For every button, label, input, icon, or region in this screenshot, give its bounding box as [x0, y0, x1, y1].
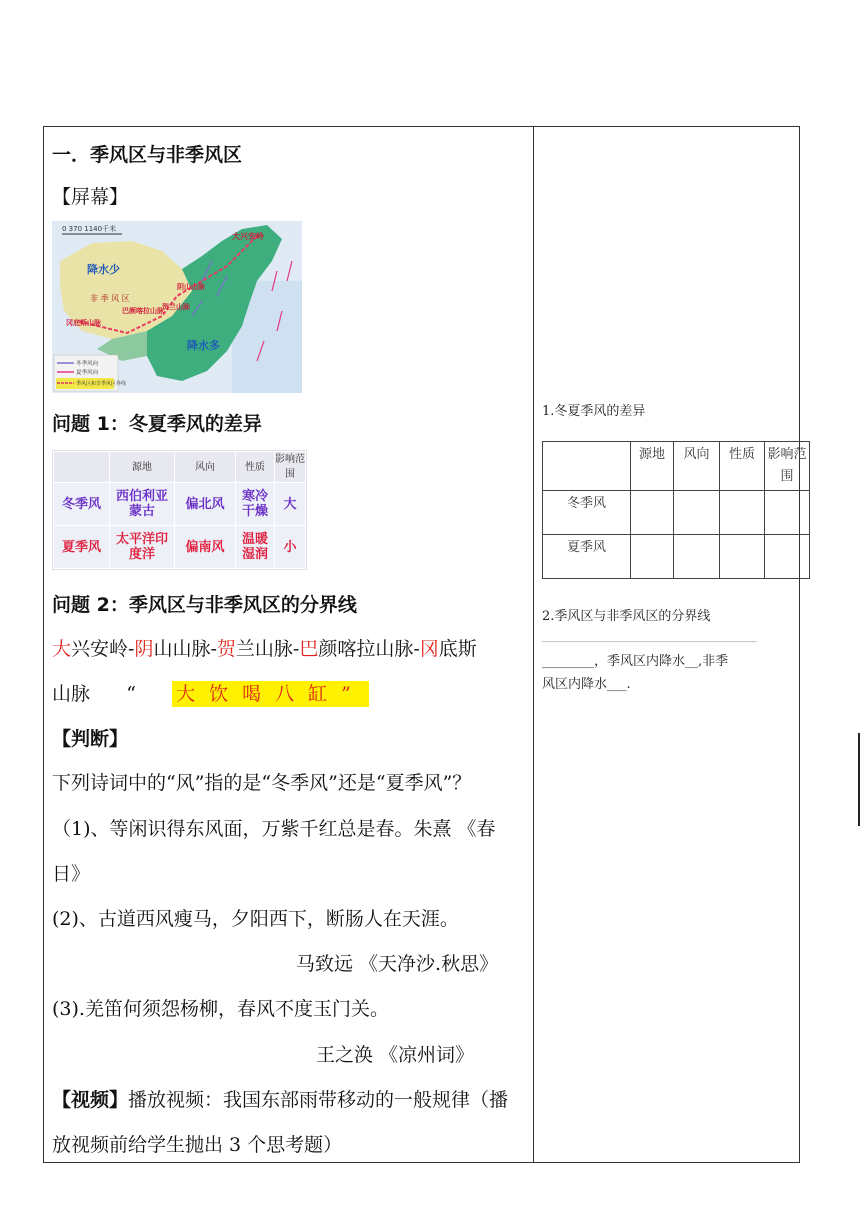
poem-1-cont: 日》: [52, 863, 91, 885]
map-label-daxing: 大兴安岭: [232, 232, 264, 241]
map-label-yinshan: 阴山山脉: [177, 283, 205, 291]
blank-cell[interactable]: [720, 491, 765, 535]
question-2: 问题 2：季风区与非季风区的分界线: [52, 594, 357, 616]
blank-cell[interactable]: [631, 491, 674, 535]
fill-line-1: _________________________________: [542, 628, 757, 643]
svg-text:0 370 1140千米: 0 370 1140千米: [62, 225, 117, 233]
blank-cell[interactable]: [765, 535, 810, 579]
boundary-line-2: 山脉 “ 大饮喝八缸”: [52, 679, 369, 706]
blank-cell[interactable]: [674, 491, 720, 535]
poem-2: (2)、古道西风瘦马，夕阳西下，断肠人在天涯。: [52, 908, 459, 930]
column-divider: [533, 126, 534, 1163]
right-title-1: 1.冬夏季风的差异: [542, 404, 646, 419]
map-label-gangdise: 冈底斯山脉: [66, 319, 101, 327]
map-label-helan: 贺兰山脉: [162, 303, 190, 311]
video-label: 【视频】: [52, 1089, 129, 1111]
map-label-non-monsoon: 非 季 风 区: [90, 294, 130, 303]
svg-text:冬季风向: 冬季风向: [76, 361, 99, 367]
monsoon-comparison-image: 源地 风向 性质 影响范围 冬季风 西伯利亚蒙古 偏北风 寒冷干燥 大 夏季风 太平洋印度洋 偏南风 温暖湿润 小: [52, 450, 307, 570]
blank-comparison-table: 源地 风向 性质 影响范围 冬季风 夏季风: [542, 441, 810, 579]
map-label-less-rain: 降水少: [87, 263, 120, 276]
boundary-line: 大兴安岭-阴山山脉-贺兰山脉-巴颜喀拉山脉-冈底斯: [52, 638, 477, 660]
fill-line-3: 风区内降水___.: [542, 677, 631, 692]
blank-cell[interactable]: [765, 491, 810, 535]
map-label-bayan: 巴颜喀拉山脉: [122, 307, 164, 315]
poem-3-source: 王之涣 《凉州词》: [316, 1044, 475, 1066]
poem-2-source: 马致远 《天净沙.秋思》: [296, 953, 499, 975]
poem-3: (3).羌笛何须怨杨柳，春风不度玉门关。: [52, 998, 389, 1020]
blank-cell[interactable]: [631, 535, 674, 579]
blank-cell[interactable]: [674, 535, 720, 579]
blank-cell[interactable]: [720, 535, 765, 579]
svg-text:季风区和非季风区界线: 季风区和非季风区界线: [76, 381, 127, 387]
question-1: 问题 1：冬夏季风的差异: [52, 413, 262, 435]
judge-label: 【判断】: [52, 728, 129, 750]
svg-text:夏季风向: 夏季风向: [76, 370, 99, 376]
mnemonic-highlight: 大饮喝八缸”: [172, 681, 369, 707]
video-line: 【视频】播放视频：我国东部雨带移动的一般规律（播: [52, 1089, 509, 1111]
map-label-more-rain: 降水多: [187, 339, 220, 352]
poem-1: （1)、等闲识得东风面，万紫千红总是春。朱熹 《春: [52, 818, 496, 840]
video-line-2: 放视频前给学生抛出 3 个思考题）: [52, 1134, 343, 1156]
fill-line-2: ________，季风区内降水__,非季: [542, 654, 729, 669]
screen-label: 【屏幕】: [52, 186, 129, 208]
monsoon-map-image: [52, 221, 302, 393]
section-title: 一．季风区与非季风区: [52, 144, 243, 166]
judge-question: 下列诗词中的“风”指的是“冬季风”还是“夏季风”？: [52, 772, 472, 794]
right-title-2: 2.季风区与非季风区的分界线: [542, 609, 711, 624]
